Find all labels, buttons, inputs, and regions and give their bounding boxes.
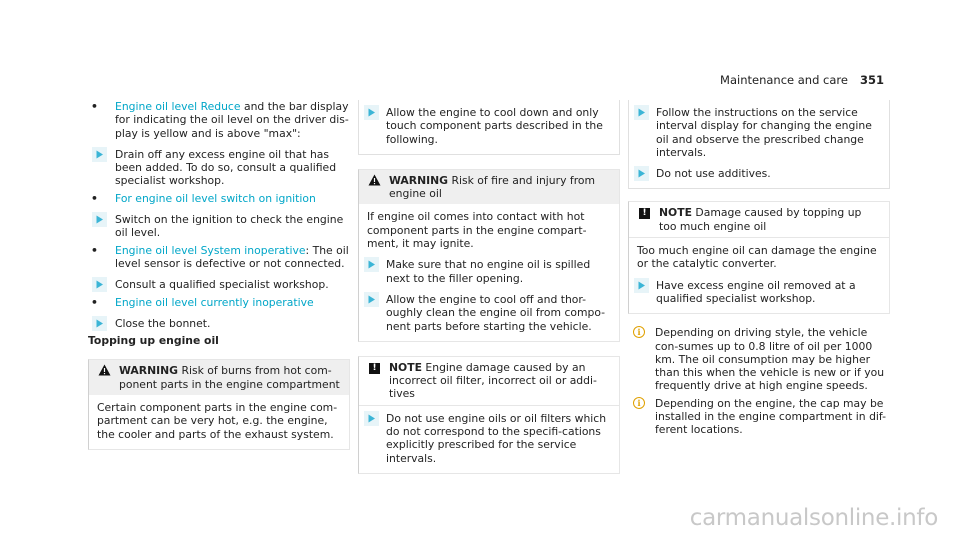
warning-header (359, 170, 619, 205)
action-step (88, 213, 350, 240)
warning-title: Risk of burns from hot com-ponent parts in the engine compartment (119, 364, 340, 391)
note-exclamation-icon: ! (639, 208, 650, 219)
list-item (88, 244, 350, 271)
column-1 (88, 100, 350, 450)
page-number: 351 (859, 73, 884, 87)
warning-box (88, 359, 350, 449)
action-box (358, 100, 620, 155)
arrow-right-icon (364, 105, 379, 120)
list-item (88, 192, 350, 205)
action-text: Allow the engine to cool off and thor-oughly clean the engine oil from compo-nent parts before starting the vehicle. (386, 292, 606, 333)
action-step (367, 258, 611, 285)
warning-triangle-icon (98, 364, 111, 379)
arrow-right-icon (634, 105, 649, 120)
warning-label: WARNING (119, 364, 179, 378)
action-text: Consult a qualified specialist workshop. (115, 278, 329, 292)
note-header (629, 202, 889, 237)
action-text: Follow the instructions on the service interval display for changing the engine oil and observe the prescribed change intervals. (656, 106, 872, 159)
note-title: Damage caused by topping up too much engine oil (659, 206, 862, 233)
info-item (628, 397, 890, 437)
note-box (358, 356, 620, 474)
message-link[interactable]: Engine oil level currently inoperative (115, 295, 314, 309)
arrow-right-icon (364, 257, 379, 272)
column-3 (628, 100, 890, 437)
warning-body: Certain component parts in the engine com-partment can be very hot, e.g. the engine, the cooler and parts of the exhaust system. (97, 401, 338, 441)
action-text: Close the bonnet. (115, 316, 211, 330)
action-step (637, 106, 881, 159)
action-step (367, 293, 611, 333)
arrow-right-icon (634, 166, 649, 181)
bullet: • (91, 100, 98, 113)
arrow-right-icon (364, 292, 379, 307)
note-title: Engine damage caused by an incorrect oil filter, incorrect oil or addi-tives (389, 360, 597, 401)
action-text: Switch on the ignition to check the engine oil level. (115, 213, 344, 240)
action-step (88, 278, 350, 291)
note-label: NOTE (389, 360, 422, 374)
note-header (359, 357, 619, 405)
action-text: Have excess engine oil removed at a qualified specialist workshop. (656, 278, 856, 305)
arrow-right-icon (92, 212, 107, 227)
note-text: Too much engine oil can damage the engine or the catalytic converter. (637, 244, 877, 271)
info-item (628, 326, 890, 392)
action-step (88, 317, 350, 330)
arrow-right-icon (634, 278, 649, 293)
message-link[interactable]: Engine oil level Reduce (115, 100, 241, 113)
warning-text: If engine oil comes into contact with hot component parts in the engine compart-ment, it may ignite. (367, 210, 587, 251)
action-text: Do not use engine oils or oil filters which do not correspond to the specifi-cations explicitly prescribed for the service intervals. (386, 411, 607, 465)
info-icon: i (633, 326, 645, 338)
note-body (629, 238, 889, 313)
action-step (367, 412, 611, 465)
action-step (367, 106, 611, 146)
bullet: • (91, 243, 98, 257)
section-heading: Topping up engine oil (88, 334, 219, 348)
info-icon: i (633, 397, 645, 409)
message-link[interactable]: Engine oil level System inoperative (115, 243, 306, 257)
info-text: Depending on the engine, the cap may be installed in the engine compartment in dif-ferent locations. (655, 396, 887, 437)
note-exclamation-icon: ! (369, 363, 380, 374)
info-text: Depending on driving style, the vehicle con-sumes up to 0.8 litre of oil per 1000 km. The oil consumption may be higher than this when the vehicle is new or if you frequently drive at high engine speeds. (655, 326, 885, 393)
action-text: Do not use additives. (656, 167, 771, 181)
arrow-right-icon (92, 147, 107, 162)
warning-body (359, 204, 619, 340)
list-item (88, 296, 350, 309)
list-item (88, 100, 350, 140)
page-header (720, 74, 884, 87)
warning-label: WARNING (389, 173, 449, 187)
note-box (628, 201, 890, 314)
action-step (88, 148, 350, 188)
watermark: carmanualsonline.info (689, 504, 938, 531)
warning-header (89, 360, 349, 395)
arrow-right-icon (92, 316, 107, 331)
warning-box (358, 169, 620, 342)
arrow-right-icon (92, 277, 107, 292)
list-item-text: and the bar display for indicating the oil level on the driver dis-play is yellow and is above "max": (115, 100, 349, 140)
bullet: • (91, 295, 98, 309)
note-label: NOTE (659, 206, 692, 220)
action-step (637, 167, 881, 180)
bullet: • (91, 191, 98, 205)
action-box (628, 100, 890, 189)
warning-triangle-icon (368, 174, 381, 189)
column-2 (358, 100, 620, 474)
section-title: Maintenance and care (720, 73, 848, 87)
note-body (359, 406, 619, 473)
action-text: Make sure that no engine oil is spilled next to the filler opening. (386, 258, 591, 285)
warning-title: Risk of fire and injury from engine oil (389, 173, 596, 201)
message-link[interactable]: For engine oil level switch on ignition (115, 191, 316, 205)
action-text: Allow the engine to cool down and only touch component parts described in the following. (386, 106, 603, 146)
action-text: Drain off any excess engine oil that has been added. To do so, consult a qualified specialist workshop. (115, 147, 337, 188)
action-step (637, 279, 881, 306)
list-item-text: : The oil level sensor is defective or not connected. (115, 243, 349, 270)
arrow-right-icon (364, 411, 379, 426)
